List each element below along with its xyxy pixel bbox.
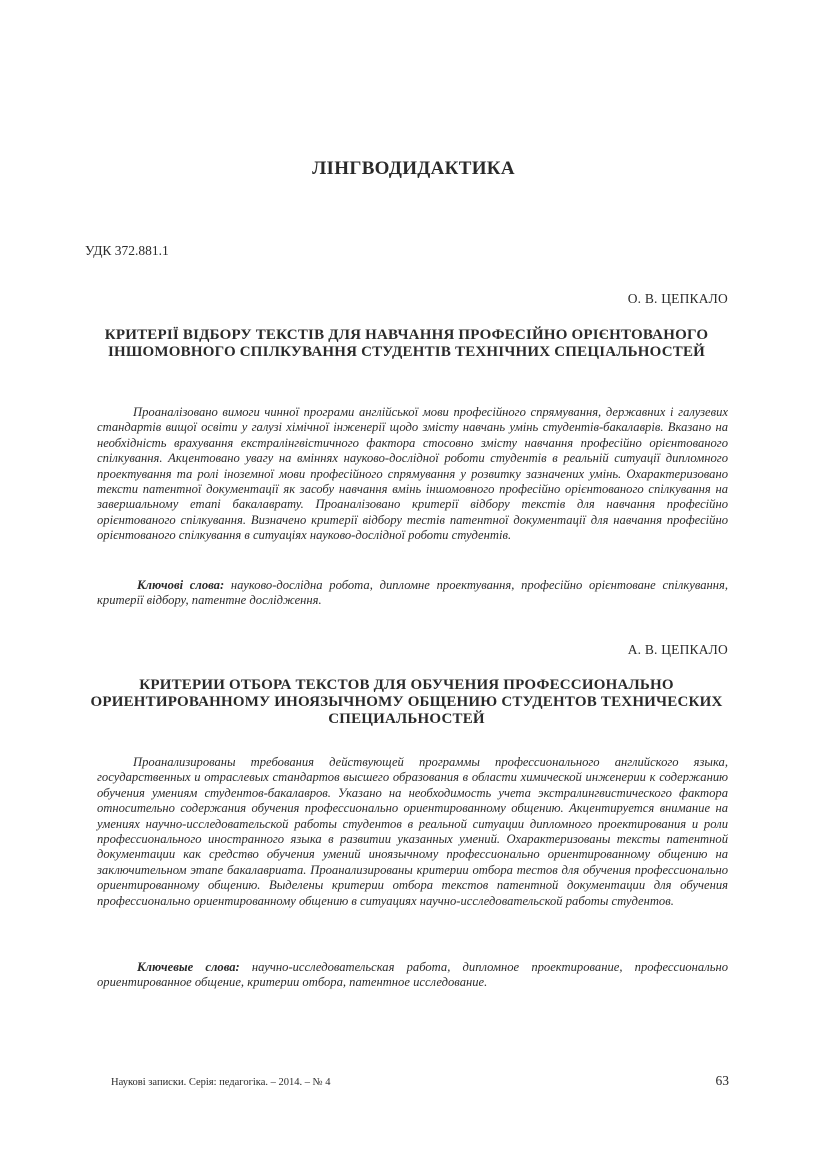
abstract-ua-text: Проаналізовано вимоги чинної програми англійської мови професійного спрямування, державних і галузевих стандартів вищої освіти у галузі хімічної інженерії щодо змісту навчань умінь студентів-бакалаврів. Вказано на необхідність врахування екстралінгвістичного фактора стосовно змісту навчання професійно орієнтованого спілкування. Акцентовано увагу на вміннях науково-дослідної роботи студентів в реальній ситуації дипломного проектування та ролі іноземної мови професійного спрямування у розвитку зазначених умінь. Охарактеризовано тексти патентної документації як засобу навчання вмінь іншомовного професійно орієнтованого спілкування на завершальному етапі бакалаврату. Проаналізовано критерії відбору текстів для навчання професійно орієнтованого спілкування. Визначено критерії відбору тестів патентної документації для навчання професійно орієнтованого спілкування в ситуаціях науково-дослідної роботи студентів. — [97, 405, 728, 543]
abstract-ru — [97, 755, 728, 909]
page-number: 63 — [715, 1073, 729, 1088]
udk-code: УДК 372.881.1 — [85, 243, 169, 258]
article-title-ua: КРИТЕРІЇ ВІДБОРУ ТЕКСТІВ ДЛЯ НАВЧАННЯ ПРОФЕСІЙНО ОРІЄНТОВАНОГО ІНШОМОВНОГО СПІЛКУВАННЯ СТУДЕНТІВ ТЕХНІЧНИХ СПЕЦІАЛЬНОСТЕЙ — [104, 327, 709, 360]
keywords-ua-text: науково-дослідна робота, дипломне проектування, професійно орієнтоване спілкування, критерії відбору, патентне дослідження. — [97, 578, 729, 608]
abstract-ua — [97, 405, 728, 544]
author-ru: А. В. ЦЕПКАЛО — [627, 642, 728, 657]
keywords-ru — [97, 960, 728, 991]
abstract-ru-text: Проанализированы требования действующей программы профессионального английского языка, государственных и отраслевых стандартов высшего образования в области химической инженерии к содержанию обучения умениям студентов-бакалавров. Указано на необходимость учета экстралингвистического фактора относительно содержания обучения профессионально ориентированному общению. Акцентируется внимание на умениях научно-исследовательской работы студентов в реальной ситуации дипломного проектирования и роли профессионального иностранного языка в развитии указанных умений. Охарактеризованы тексты патентной документации как средство обучения умений иноязычному профессионально ориентированному общению на заключительном этапе бакалавриата. Проанализированы критерии отбора тестов для обучения профессионально ориентированному общению. Выделены критерии отбора текстов патентной документации для обучения профессионально ориентированному общению в ситуациях научно-исследовательской работы студентов. — [97, 755, 728, 908]
keywords-ru-text: научно-исследовательская работа, дипломное проектирование, профессионально ориентированное общение, критерии отбора, патентное исследование. — [97, 960, 728, 990]
section-title: ЛІНГВОДИДАКТИКА — [312, 158, 515, 179]
keywords-ua — [97, 578, 728, 609]
keywords-ua-paragraph — [97, 578, 728, 609]
keywords-ru-paragraph — [97, 960, 728, 991]
article-title-ru: КРИТЕРИИ ОТБОРА ТЕКСТОВ ДЛЯ ОБУЧЕНИЯ ПРОФЕССИОНАЛЬНО ОРИЕНТИРОВАННОМУ ИНОЯЗЫЧНОМУ ОБЩЕНИЮ СТУДЕНТОВ ТЕХНИЧЕСКИХ СПЕЦИАЛЬНОСТЕЙ — [90, 677, 723, 727]
keywords-ua-label: Ключові слова: — [137, 578, 225, 592]
keywords-ru-label: Ключевые слова: — [137, 960, 240, 974]
author-ua: О. В. ЦЕПКАЛО — [627, 291, 728, 306]
footer-journal: Наукові записки. Серія: педагогіка. – 2014. – № 4 — [111, 1077, 331, 1088]
